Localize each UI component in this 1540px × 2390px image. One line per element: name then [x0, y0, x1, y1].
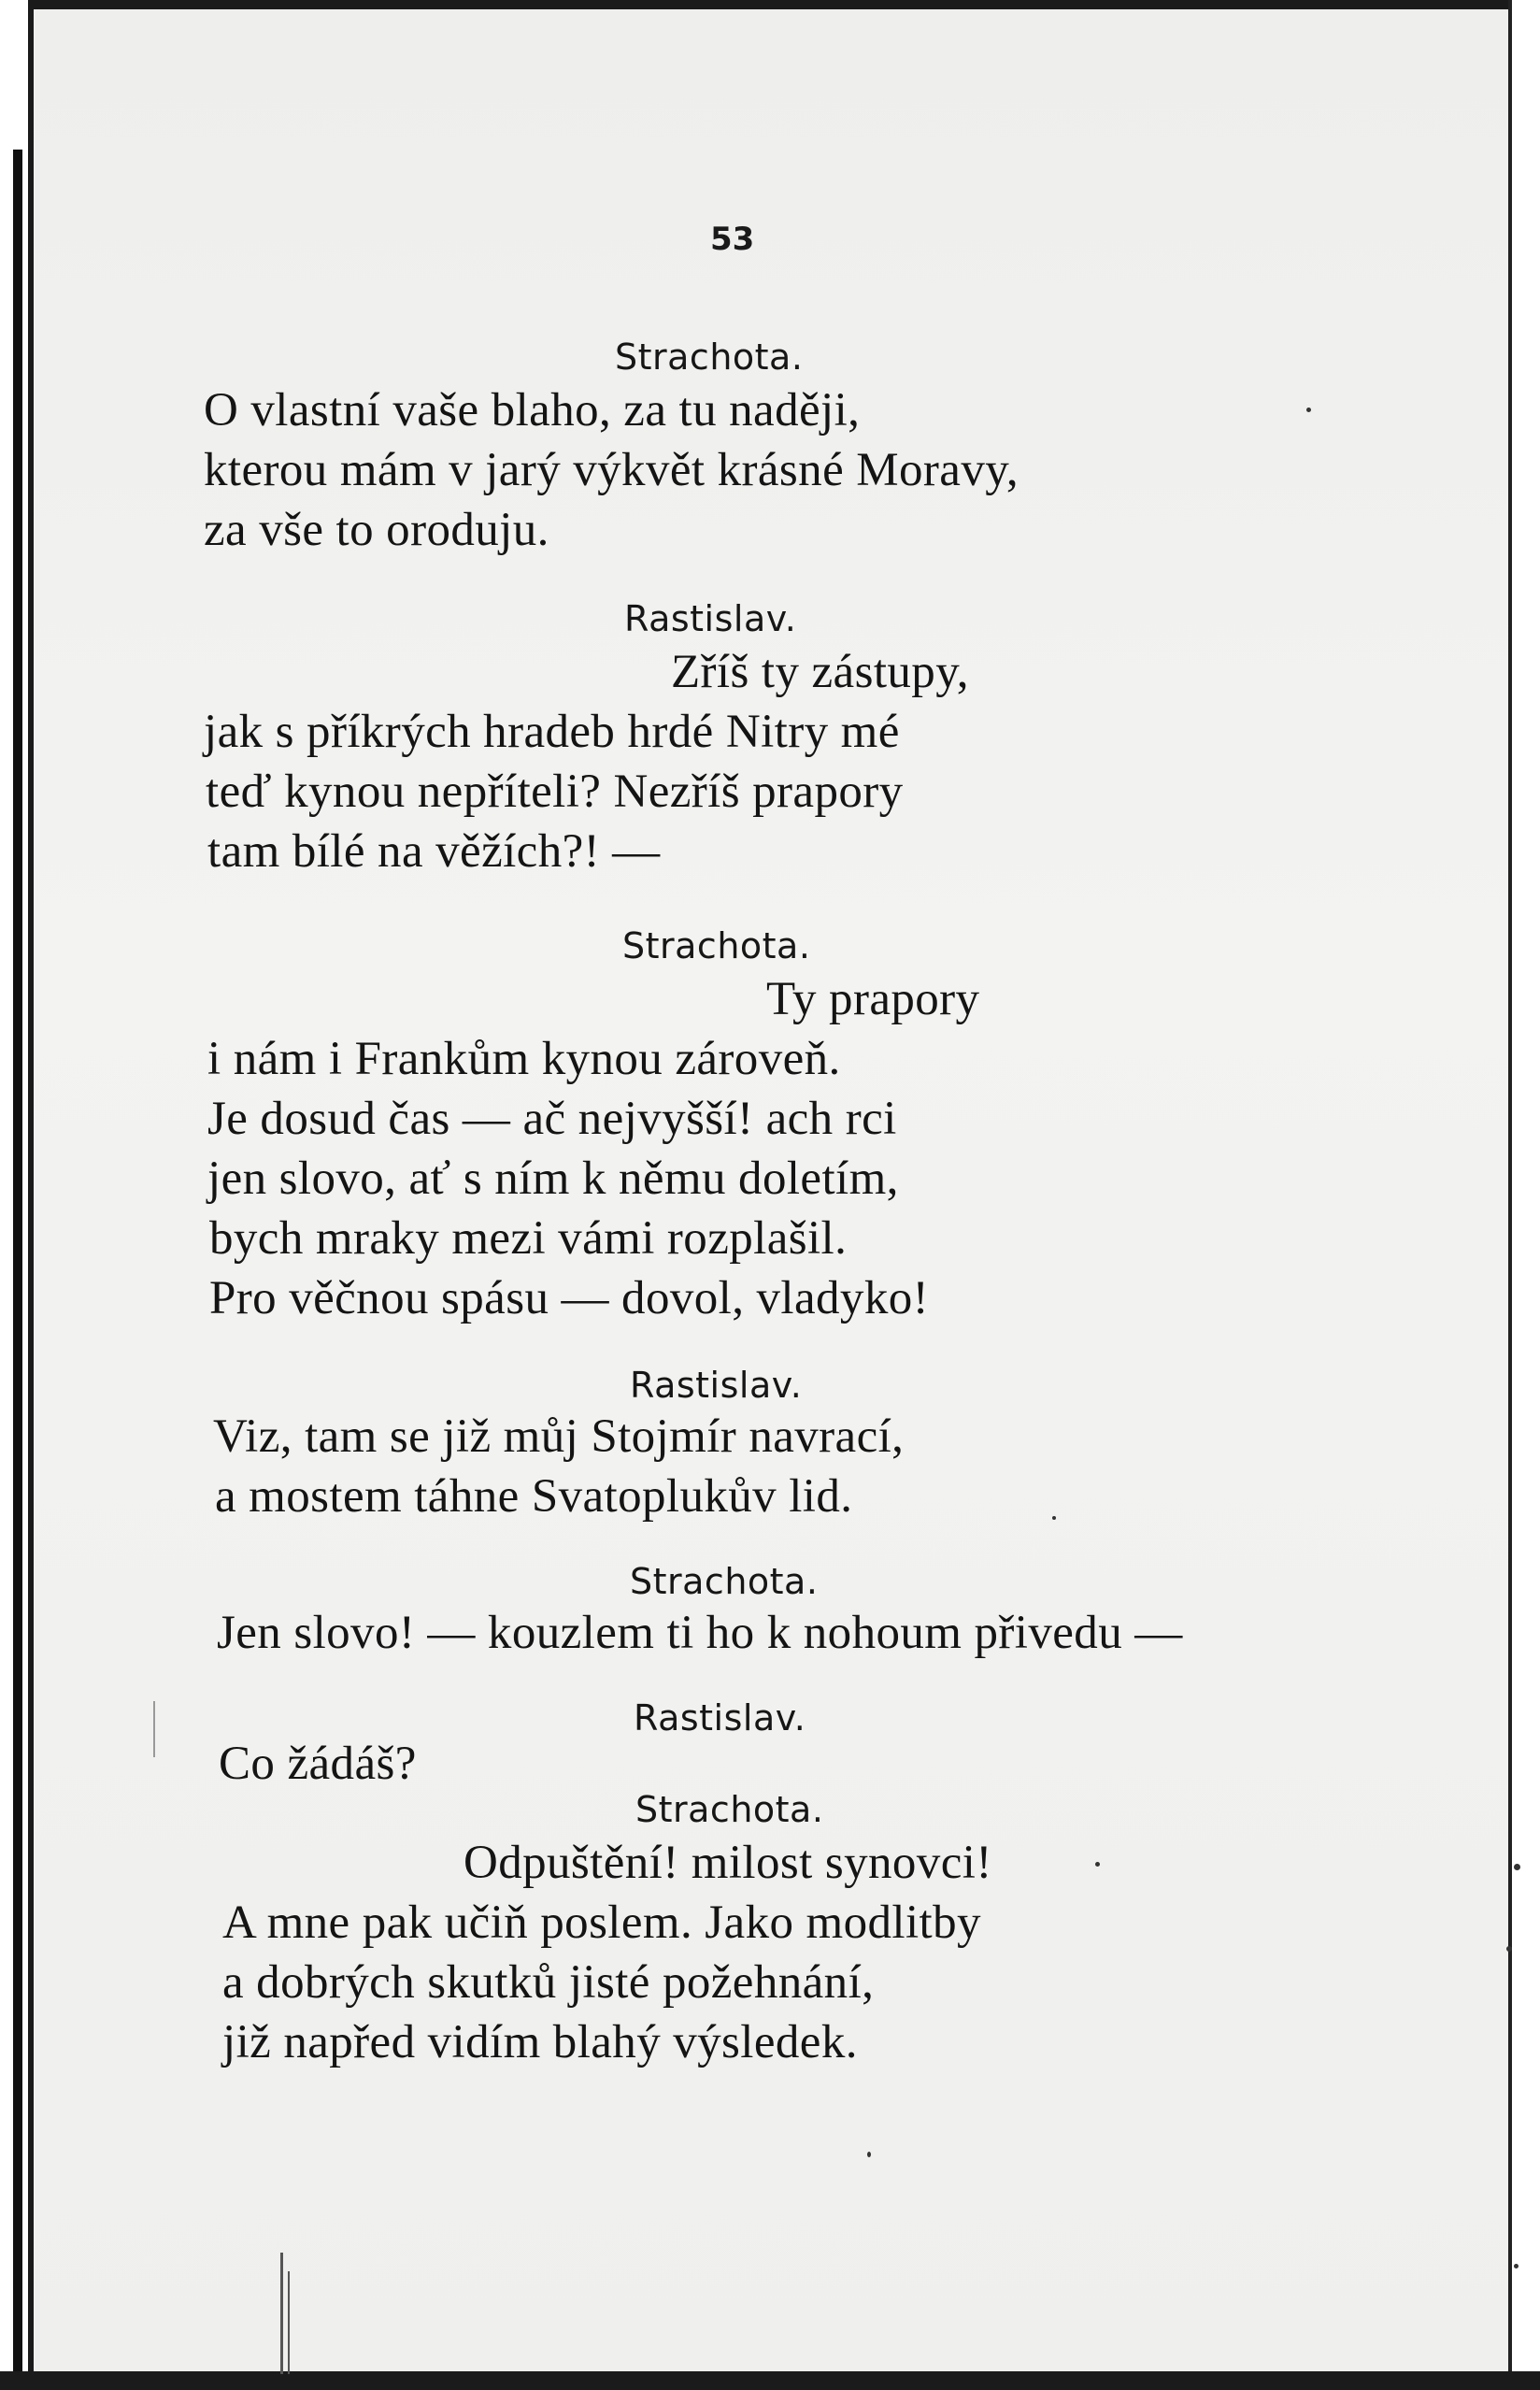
- verse-line: za vše to oroduju.: [204, 504, 549, 556]
- speaker-label: Rastislav.: [624, 598, 797, 639]
- scan-scratch: [288, 2271, 290, 2374]
- verse-line: a dobrých skutků jisté požehnání,: [222, 1956, 875, 2009]
- verse-line: jak s příkrých hradeb hrdé Nitry mé: [204, 706, 900, 758]
- scan-speck: [1514, 1864, 1520, 1870]
- scan-scratch: [280, 2253, 283, 2374]
- scan-speck: [1306, 408, 1311, 412]
- speaker-label: Strachota.: [635, 1789, 824, 1830]
- speaker-label: Strachota.: [615, 336, 804, 378]
- verse-line: A mne pak učiň poslem. Jako modlitby: [222, 1896, 981, 1949]
- page-right-edge: [1508, 0, 1540, 2390]
- scan-speck: [1095, 1862, 1100, 1867]
- verse-line: Odpuštění! milost synovci!: [463, 1837, 992, 1889]
- speaker-label: Strachota.: [630, 1561, 819, 1602]
- scan-scratch: [153, 1701, 155, 1757]
- speaker-label: Rastislav.: [634, 1697, 806, 1739]
- verse-line: i nám i Frankům kynou zároveň.: [207, 1033, 841, 1085]
- verse-line: a mostem táhne Svatoplukův lid.: [215, 1470, 853, 1523]
- scan-speck: [1506, 1946, 1512, 1952]
- verse-line: Pro věčnou spásu — dovol, vladyko!: [209, 1272, 930, 1324]
- verse-line: Co žádáš?: [219, 1738, 417, 1790]
- verse-line: jen slovo, ať s ním k němu doletím,: [207, 1152, 899, 1205]
- scan-speck: [1052, 1516, 1056, 1520]
- verse-line: Je dosud čas — ač nejvyšší! ach rci: [207, 1093, 897, 1145]
- scan-speck: [867, 2152, 871, 2157]
- verse-line: teď kynou nepříteli? Nezříš prapory: [206, 766, 904, 818]
- verse-line: O vlastní vaše blaho, za tu naději,: [204, 384, 861, 436]
- verse-line: Zříš ty zástupy,: [671, 646, 969, 698]
- verse-line: Viz, tam se již můj Stojmír navrací,: [213, 1410, 905, 1463]
- verse-line: tam bílé na věžích?! —: [207, 825, 661, 878]
- page-number: 53: [710, 221, 755, 258]
- verse-line: Jen slovo! — kouzlem ti ho k nohoum přivedu —: [217, 1607, 1183, 1659]
- speaker-label: Strachota.: [622, 925, 811, 966]
- scan-speck: [1514, 2264, 1519, 2268]
- verse-line: již napřed vidím blahý výsledek.: [222, 2016, 858, 2068]
- binding-shadow: [13, 150, 22, 2374]
- verse-line: Ty prapory: [766, 973, 980, 1025]
- verse-line: bych mraky mezi vámi rozplašil.: [209, 1212, 848, 1265]
- page-bottom-edge: [0, 2371, 1540, 2390]
- speaker-label: Rastislav.: [630, 1365, 803, 1406]
- verse-line: kterou mám v jarý výkvět krásné Moravy,: [204, 444, 1019, 496]
- page-top-edge: [0, 0, 1540, 9]
